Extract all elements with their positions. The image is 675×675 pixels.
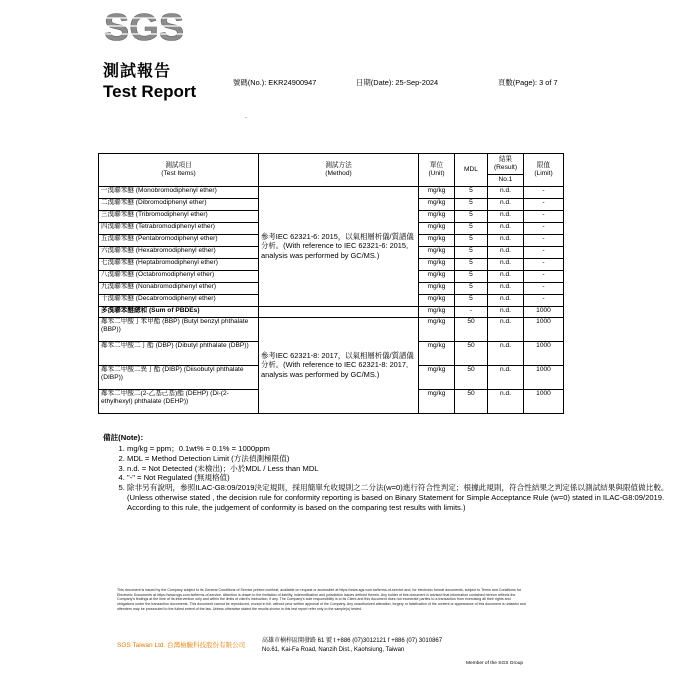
header-test-items: 測試項目 (Test Items) xyxy=(99,154,259,187)
sgs-logo-icon xyxy=(96,6,192,46)
cell-result: n.d. xyxy=(488,365,524,389)
cell-mdl: 5 xyxy=(455,186,488,198)
cell-test-item: 鄰苯二甲酸丁苯甲酯 (BBP) (Butyl benzyl phthalate (BBP)) xyxy=(99,317,259,341)
notes-list xyxy=(103,444,675,513)
cell-mdl: 5 xyxy=(455,258,488,270)
cell-limit: - xyxy=(524,246,564,258)
header-limit: 限值 (Limit) xyxy=(524,154,564,187)
footer-address-cn: 高雄市楠梓區開發路 61 號 t +886 (07)3012121 f +886 (07) 3010867 xyxy=(262,638,443,644)
cell-unit: mg/kg xyxy=(419,317,455,341)
cell-limit: - xyxy=(524,282,564,294)
cell-result: n.d. xyxy=(488,186,524,198)
cell-limit: 1000 xyxy=(524,389,564,413)
report-number: 號碼(No.): EKR24900947 xyxy=(233,78,317,87)
cell-limit: - xyxy=(524,198,564,210)
cell-test-item: 鄰苯二甲酸二(2-乙基己基)酯 (DEHP) (Di-(2-ethylhexyl) phthalate (DEHP)) xyxy=(99,389,259,413)
cell-result: n.d. xyxy=(488,270,524,282)
cell-limit: - xyxy=(524,258,564,270)
cell-result: n.d. xyxy=(488,389,524,413)
logo-text: SGS xyxy=(103,7,185,46)
cell-limit: 1000 xyxy=(524,317,564,341)
note-item: 5. 除非另有說明，參照ILAC-G8:09/2019決定規則，採用簡單允收規則之二分法(w=0)進行符合性判定；根據此規則，符合性結果之判定係以測試結果與限值做比較。(Unless otherwise stated , the decision rule for conformity reporting is based on Binary Statement for Simple Acceptance Rule (w=0) stated in ILAC-G8:09/2019. According to this rule, the judgement of conformity is based on the comparing test results with limits.) xyxy=(127,483,675,513)
cell-result: n.d. xyxy=(488,341,524,365)
footer-address xyxy=(262,637,442,654)
legal-fine-print: This document is issued by the Company subject to its General Conditions of Service printed overleaf, available on request or accessible at https://www.sgs.com.tw/terms-of-service and, for electronic format documents, subject to Terms and Conditions for Electronic Documents at https://www.sgs.com.tw/terms-of-service. Attention is drawn to the limitation of liability, indemnification and jurisdiction issues defined therein. Any holder of this document is advised that information contained hereon reflects the Company's findings at the time of its intervention only and within the limits of client's instruction, if any. The Company's sole responsibility is to its Client and this document does not exonerate parties to a transaction from exercising all their rights and obligations under the transaction documents. This document cannot be reproduced, except in full, without prior written approval of the Company. Any unauthorized alteration, forgery or falsification of the content or appearance of this document is unlawful and offenders may be prosecuted to the fullest extent of the law. Unless otherwise stated the results shown in this test report refer only to the sample(s) tested. xyxy=(117,588,526,611)
cell-mdl: 5 xyxy=(455,246,488,258)
cell-mdl: 50 xyxy=(455,389,488,413)
cell-mdl: 5 xyxy=(455,294,488,306)
report-title-en: Test Report xyxy=(103,82,197,101)
cell-test-item: 四溴聯苯醚 (Tetrabromodiphenyl ether) xyxy=(99,222,259,234)
header-result: 結果 (Result) xyxy=(488,154,524,175)
cell-mdl: - xyxy=(455,306,488,317)
cell-result: n.d. xyxy=(488,294,524,306)
cell-test-item: 七溴聯苯醚 (Heptabromodiphenyl ether) xyxy=(99,258,259,270)
cell-mdl: 5 xyxy=(455,234,488,246)
notes-section xyxy=(103,433,675,513)
cell-unit: mg/kg xyxy=(419,341,455,365)
cell-test-item: 一溴聯苯醚 (Monobromodiphenyl ether) xyxy=(99,186,259,198)
header-unit: 單位 (Unit) xyxy=(419,154,455,187)
cell-result: n.d. xyxy=(488,258,524,270)
stray-dot: · xyxy=(245,115,247,122)
note-item: 4. "-" = Not Regulated (無規格值) xyxy=(127,473,675,483)
cell-result: n.d. xyxy=(488,282,524,294)
cell-unit: mg/kg xyxy=(419,198,455,210)
cell-limit: 1000 xyxy=(524,306,564,317)
cell-result: n.d. xyxy=(488,198,524,210)
cell-result: n.d. xyxy=(488,306,524,317)
cell-unit: mg/kg xyxy=(419,306,455,317)
cell-result: n.d. xyxy=(488,222,524,234)
footer-company: SGS Taiwan Ltd. 台灣檢驗科技股份有限公司 xyxy=(117,642,246,649)
results-table xyxy=(98,153,564,414)
cell-test-item: 十溴聯苯醚 (Decabromodiphenyl ether) xyxy=(99,294,259,306)
header-mdl: MDL xyxy=(455,154,488,187)
cell-mdl: 50 xyxy=(455,317,488,341)
cell-mdl: 5 xyxy=(455,222,488,234)
cell-limit: - xyxy=(524,210,564,222)
cell-mdl: 5 xyxy=(455,210,488,222)
cell-unit: mg/kg xyxy=(419,365,455,389)
table-row xyxy=(99,306,564,317)
cell-test-item: 鄰苯二甲酸二丁酯 (DBP) (Dibutyl phthalate (DBP)) xyxy=(99,341,259,365)
cell-test-item: 八溴聯苯醚 (Octabromodiphenyl ether) xyxy=(99,270,259,282)
cell-unit: mg/kg xyxy=(419,234,455,246)
table-row xyxy=(99,186,564,198)
header-method: 測試方法 (Method) xyxy=(259,154,419,187)
cell-unit: mg/kg xyxy=(419,389,455,413)
cell-limit: 1000 xyxy=(524,365,564,389)
cell-unit: mg/kg xyxy=(419,186,455,198)
page-number: 頁數(Page): 3 of 7 xyxy=(498,78,558,87)
report-title-cn: 測試報告 xyxy=(103,61,172,80)
cell-mdl: 5 xyxy=(455,282,488,294)
cell-unit: mg/kg xyxy=(419,222,455,234)
cell-unit: mg/kg xyxy=(419,270,455,282)
cell-limit: - xyxy=(524,294,564,306)
table-row xyxy=(99,317,564,341)
cell-mdl: 50 xyxy=(455,365,488,389)
cell-limit: - xyxy=(524,186,564,198)
cell-method-phthalate: 參考IEC 62321-8: 2017，以氣相層析儀/質譜儀分析。(With reference to IEC 62321-8: 2017, analysis was performed by GC/MS.) xyxy=(259,317,419,413)
cell-test-item: 五溴聯苯醚 (Pentabromodiphenyl ether) xyxy=(99,234,259,246)
footer-address-en: No.61, Kai-Fa Road, Nanzih Dist., Kaohsiung, Taiwan xyxy=(262,646,405,653)
cell-result: n.d. xyxy=(488,210,524,222)
cell-test-item: 六溴聯苯醚 (Hexabromodiphenyl ether) xyxy=(99,246,259,258)
cell-test-item: 九溴聯苯醚 (Nonabromodiphenyl ether) xyxy=(99,282,259,294)
cell-limit: 1000 xyxy=(524,341,564,365)
cell-limit: - xyxy=(524,222,564,234)
header-sample-no: No.1 xyxy=(488,175,524,186)
note-item: 2. MDL = Method Detection Limit (方法偵測極限值) xyxy=(127,454,675,464)
cell-limit: - xyxy=(524,234,564,246)
cell-result: n.d. xyxy=(488,246,524,258)
report-date: 日期(Date): 25-Sep-2024 xyxy=(356,78,439,87)
note-item: 3. n.d. = Not Detected (未檢出)；小於MDL / Less than MDL xyxy=(127,464,675,474)
table-header-row xyxy=(99,154,564,175)
cell-result: n.d. xyxy=(488,234,524,246)
cell-test-item: 三溴聯苯醚 (Tribromodiphenyl ether) xyxy=(99,210,259,222)
cell-limit: - xyxy=(524,270,564,282)
footer-member: Member of the SGS Group xyxy=(466,661,524,666)
cell-unit: mg/kg xyxy=(419,210,455,222)
cell-method-pbde: 參考IEC 62321-6: 2015，以氣相層析儀/質譜儀分析。(With reference to IEC 62321-6: 2015, analysis was performed by GC/MS.) xyxy=(259,186,419,306)
cell-test-item: 多溴聯苯醚總和 (Sum of PBDEs) xyxy=(99,306,259,317)
cell-mdl: 5 xyxy=(455,198,488,210)
table-body xyxy=(99,186,564,413)
cell-mdl: 5 xyxy=(455,270,488,282)
cell-test-item: 二溴聯苯醚 (Dibromodiphenyl ether) xyxy=(99,198,259,210)
cell-unit: mg/kg xyxy=(419,282,455,294)
cell-test-item: 鄰苯二甲酸二異丁酯 (DIBP) (Diisobutyl phthalate (DIBP)) xyxy=(99,365,259,389)
cell-unit: mg/kg xyxy=(419,258,455,270)
note-item: 1. mg/kg = ppm；0.1wt% = 0.1% = 1000ppm xyxy=(127,444,675,454)
cell-unit: mg/kg xyxy=(419,246,455,258)
cell-unit: mg/kg xyxy=(419,294,455,306)
cell-result: n.d. xyxy=(488,317,524,341)
notes-title: 備註(Note)： xyxy=(103,433,148,442)
sgs-logo xyxy=(96,6,192,46)
cell-mdl: 50 xyxy=(455,341,488,365)
cell-method-empty xyxy=(259,306,419,317)
